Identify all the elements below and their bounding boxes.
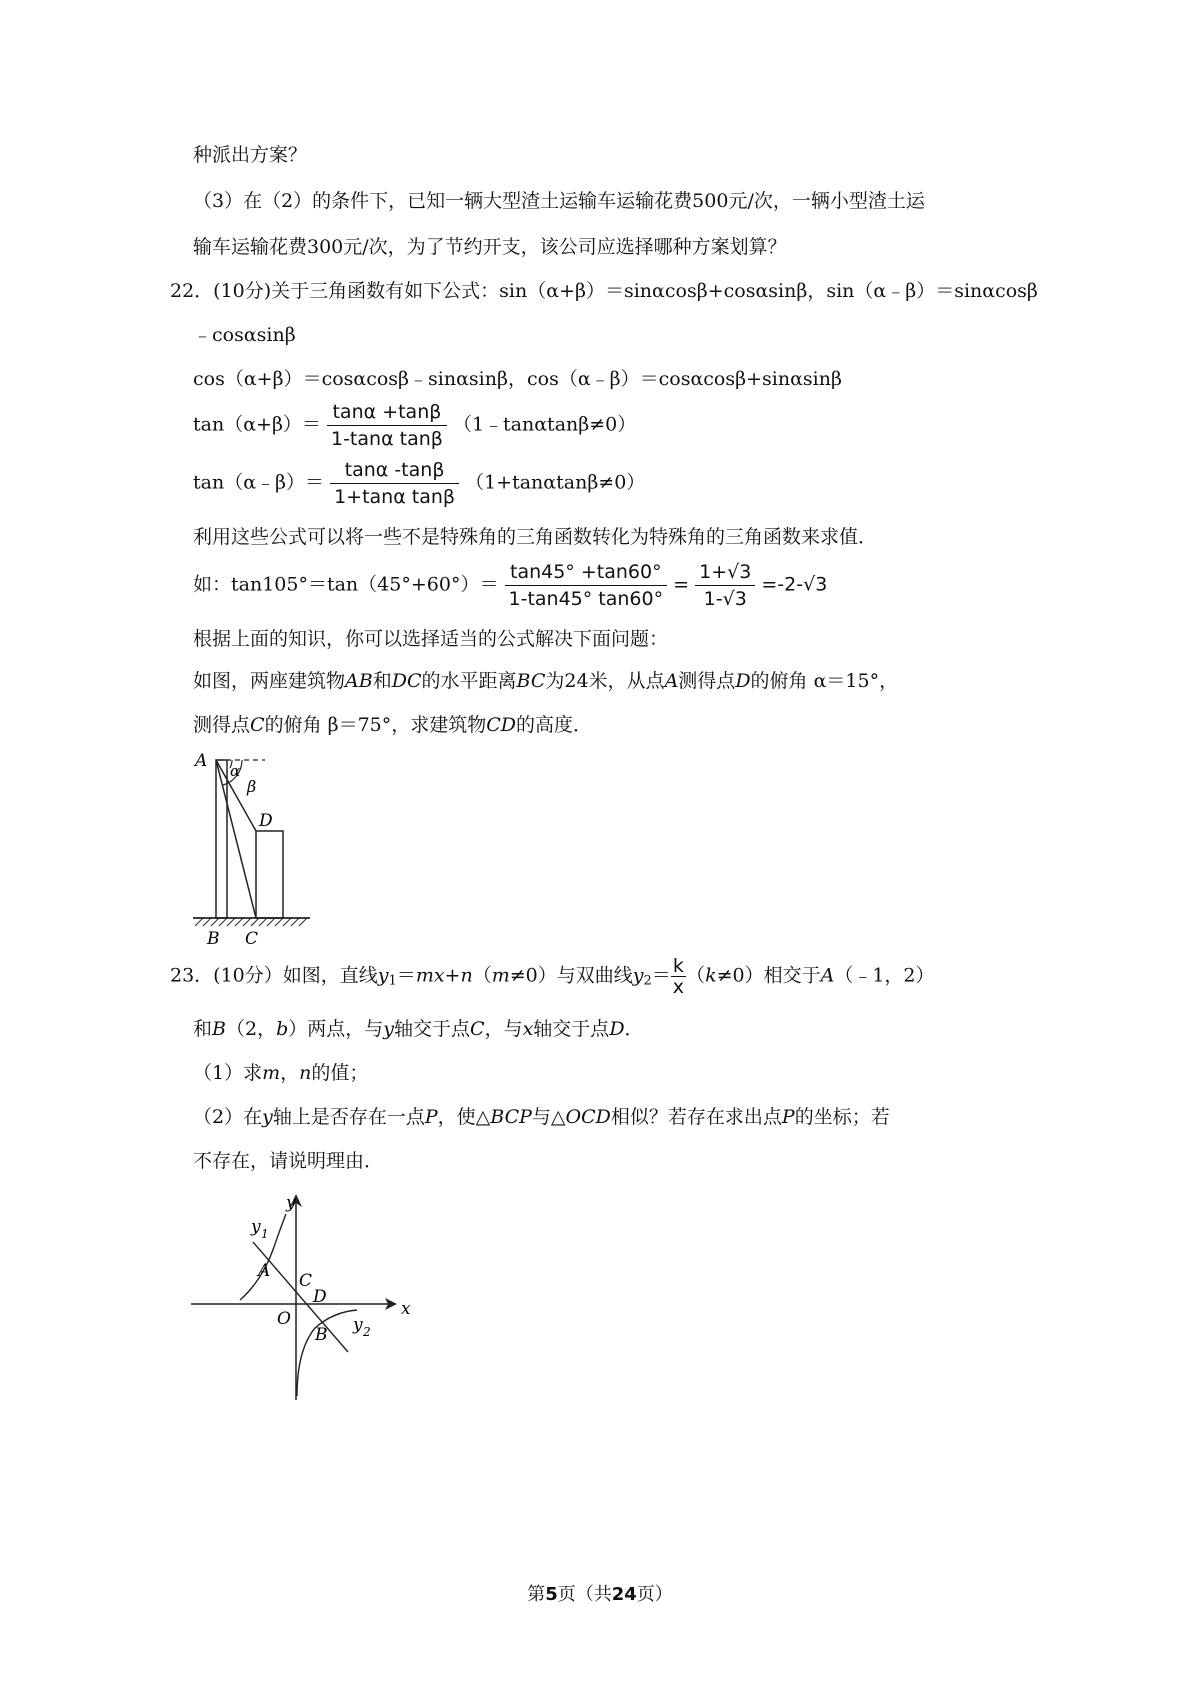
var-OCD: OCD <box>565 1106 611 1128</box>
q22-tan-plus-formula <box>193 400 636 451</box>
example-numerator-2: 1+√3 <box>695 560 755 586</box>
label-C: C <box>245 929 259 948</box>
q22-tan-minus-formula <box>193 458 645 509</box>
q22-problem-line1 <box>193 668 898 694</box>
text-seg: ≠0）相交于 <box>716 964 821 987</box>
example-denominator-2: 1-√3 <box>703 588 747 610</box>
text-seg: （﹣1，2） <box>834 964 935 987</box>
buildings-figure <box>185 748 335 948</box>
page-number: 5 <box>545 1584 558 1605</box>
var-C: C <box>470 1018 485 1040</box>
text-seg: 23．(10分）如图，直线 <box>170 964 378 987</box>
tan-plus-numerator: tanα +tanβ <box>327 400 447 426</box>
label-y2-sub: 2 <box>363 1325 371 1339</box>
q21-line3: 输车运输花费300元/次，为了节约开支，该公司应选择哪种方案划算？ <box>193 236 787 258</box>
q22-cos-formulas: cos（α+β）＝cosαcosβ﹣sinαsinβ，cos（α﹣β）＝cosαcosβ+sinαsinβ <box>193 368 842 390</box>
var-y: y <box>383 1018 394 1040</box>
text-seg: ，与 <box>484 1018 523 1040</box>
text-seg: 和 <box>193 1018 213 1040</box>
example-denominator-1: 1-tan45° tan60° <box>508 588 664 610</box>
q23-part1 <box>193 1060 368 1086</box>
q21-line2: （3）在（2）的条件下，已知一辆大型渣土运输车运输花费500元/次，一辆小型渣土运 <box>193 190 925 212</box>
label-y1-sub: 1 <box>261 1227 269 1241</box>
text-seg: （ <box>472 964 492 987</box>
text-seg: ，使△ <box>437 1106 491 1128</box>
footer-text: 页（共 <box>557 1584 612 1605</box>
q22-line2: ﹣cosαsinβ <box>193 324 296 346</box>
frac-numerator: k <box>671 956 686 977</box>
frac-denominator: x <box>672 976 685 998</box>
text-seg: 的高度． <box>516 714 593 736</box>
text-seg: ． <box>624 1018 644 1040</box>
tan-minus-fraction <box>330 458 459 509</box>
k-over-x-fraction <box>671 956 686 997</box>
tan-minus-lhs: tan（α﹣β）＝ <box>193 471 325 494</box>
label-D: D <box>313 1287 327 1307</box>
label-A: A <box>258 1261 271 1281</box>
expr-mx-n: mx+n <box>415 964 473 987</box>
line-y1 <box>253 1242 348 1352</box>
tan-plus-denominator: 1-tanα tanβ <box>330 428 443 450</box>
total-pages: 24 <box>611 1584 637 1605</box>
var-BC: BC <box>516 670 546 692</box>
q22-problem-line2 <box>193 712 592 738</box>
var-DC: DC <box>391 670 422 692</box>
q22-note: 利用这些公式可以将一些不是特殊角的三角函数转化为特殊角的三角函数来求值． <box>193 526 878 548</box>
subscript: 2 <box>643 973 652 989</box>
q22-instruction: 根据上面的知识，你可以选择适当的公式解决下面问题： <box>193 628 669 650</box>
tan-plus-condition: （1﹣tanαtanβ≠0） <box>452 413 637 436</box>
text-seg: 的坐标；若 <box>794 1106 890 1128</box>
var-k: k <box>705 964 717 987</box>
text-seg: 的俯角 α＝15°， <box>750 670 899 692</box>
var-y: y <box>377 964 389 987</box>
text-seg: 测得点 <box>678 670 736 692</box>
tan-plus-fraction <box>327 400 447 451</box>
text-seg: ＝ <box>396 964 416 987</box>
tan-plus-lhs: tan（α+β）＝ <box>193 413 321 436</box>
var-D: D <box>609 1018 625 1040</box>
text-seg: 与△ <box>531 1106 566 1128</box>
footer-text: 页） <box>636 1584 673 1605</box>
example-numerator-1: tan45° +tan60° <box>505 560 668 586</box>
label-y2: y <box>353 1315 363 1335</box>
coordinate-figure <box>185 1182 425 1412</box>
var-m: m <box>262 1062 281 1084</box>
var-m: m <box>491 964 510 987</box>
text-seg: （ <box>686 964 706 987</box>
q23-part2-line1 <box>193 1104 890 1130</box>
building-DC <box>256 831 283 918</box>
label-beta: β <box>247 777 257 796</box>
label-O: O <box>277 1309 291 1329</box>
text-seg: 轴交于点 <box>394 1018 471 1040</box>
var-C: C <box>250 714 265 736</box>
text-seg: 相似？若存在求出点 <box>610 1106 782 1128</box>
label-A: A <box>195 751 208 771</box>
label-B: B <box>315 1325 328 1345</box>
label-alpha: α <box>230 762 241 780</box>
text-seg: 轴交于点 <box>533 1018 610 1040</box>
text-seg: 测得点 <box>193 714 251 736</box>
var-x: x <box>522 1018 534 1040</box>
example-result: =-2-√3 <box>761 573 828 596</box>
text-seg: ≠0）与双曲线 <box>509 964 633 987</box>
tan-minus-condition: （1+tanαtanβ≠0） <box>465 471 646 494</box>
var-b: b <box>276 1018 289 1040</box>
var-B: B <box>212 1018 226 1040</box>
var-P: P <box>781 1106 795 1128</box>
label-B: B <box>207 929 220 948</box>
q23-part2-line2: 不存在，请说明理由． <box>193 1150 384 1172</box>
text-seg: 为24米，从点 <box>545 670 665 692</box>
var-D: D <box>735 670 751 692</box>
var-BCP: BCP <box>490 1106 532 1128</box>
var-y: y <box>262 1106 273 1128</box>
label-C: C <box>299 1271 313 1291</box>
text-seg: ）两点，与 <box>288 1018 384 1040</box>
q23-line1 <box>170 956 935 997</box>
var-AB: AB <box>345 670 373 692</box>
text-seg: 的俯角 β＝75°，求建筑物 <box>264 714 487 736</box>
tan-minus-numerator: tanα -tanβ <box>330 458 459 484</box>
text-seg: 如图，两座建筑物 <box>193 670 346 692</box>
label-y-axis: y <box>286 1193 296 1213</box>
label-D: D <box>259 811 273 831</box>
text-seg: 轴上是否存在一点 <box>272 1106 425 1128</box>
example-fraction-1 <box>505 560 668 611</box>
var-y: y <box>632 964 644 987</box>
var-A: A <box>664 670 679 692</box>
text-seg: 的水平距离 <box>421 670 517 692</box>
q22-example <box>193 560 827 611</box>
example-fraction-2 <box>695 560 755 611</box>
page-footer <box>0 1580 1200 1606</box>
q23-line2 <box>193 1016 644 1042</box>
example-equals: = <box>673 573 690 596</box>
label-y1: y <box>251 1217 261 1237</box>
hyperbola-branch-lower-right <box>297 1310 357 1396</box>
var-P: P <box>424 1106 438 1128</box>
text-seg: ＝ <box>651 964 671 987</box>
subscript: 1 <box>388 973 397 989</box>
text-seg: （2， <box>225 1018 277 1040</box>
tan-minus-denominator: 1+tanα tanβ <box>334 486 456 508</box>
q21-line1: 种派出方案？ <box>193 144 308 166</box>
var-n: n <box>299 1062 312 1084</box>
footer-text: 第 <box>527 1584 546 1605</box>
text-seg: （2）在 <box>193 1106 263 1128</box>
text-seg: ， <box>280 1062 300 1084</box>
q22-line1: 22．(10分)关于三角函数有如下公式：sin（α+β）＝sinαcosβ+cosαsinβ，sin（α﹣β）＝sinαcosβ <box>170 280 1038 302</box>
var-A: A <box>820 964 835 987</box>
text-seg: （1）求 <box>193 1062 263 1084</box>
label-x-axis: x <box>401 1299 411 1319</box>
text-seg: 的值； <box>311 1062 369 1084</box>
text-seg: 和 <box>372 670 392 692</box>
ground-hatching <box>195 918 307 926</box>
var-CD: CD <box>486 714 517 736</box>
example-lhs: 如：tan105°＝tan（45°+60°）＝ <box>193 573 499 596</box>
